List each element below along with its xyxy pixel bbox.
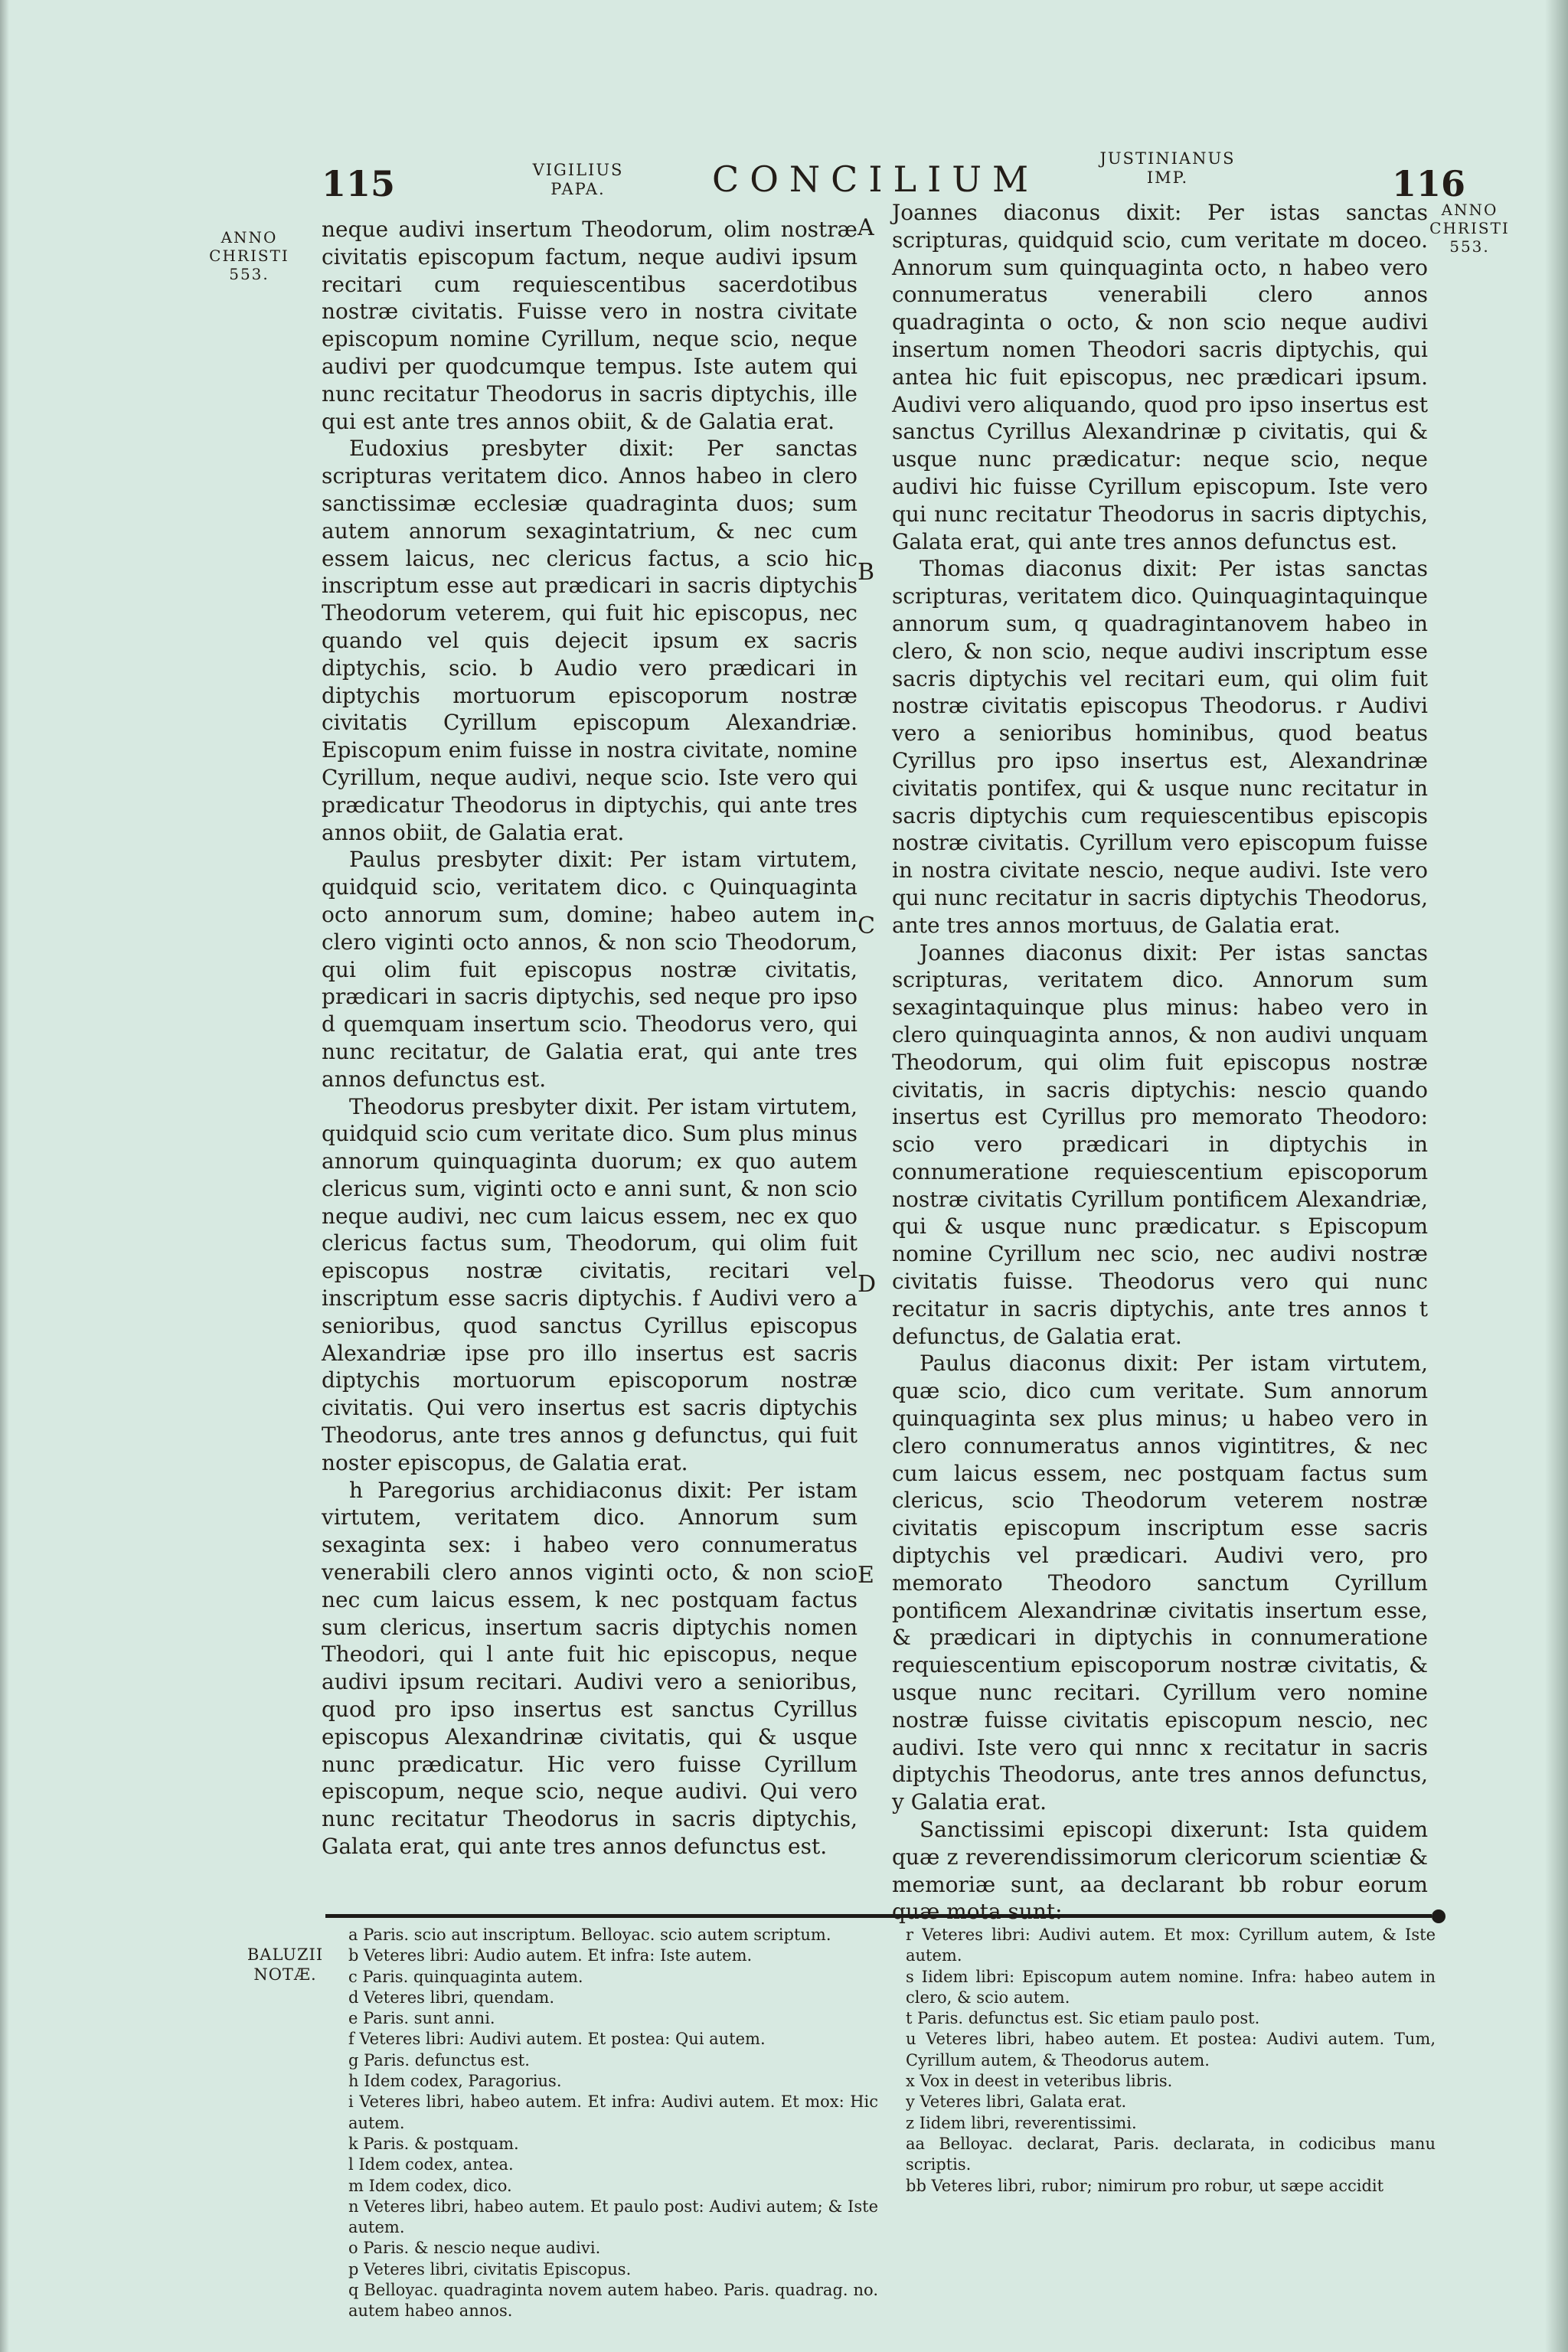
footnote: f Veteres libri: Audivi autem. Et postea: Qui autem. xyxy=(348,2030,766,2049)
footnotes xyxy=(348,1925,1436,2344)
footnote: i Veteres libri, habeo autem. Et infra: Audivi autem. Et mox: Hic autem. xyxy=(348,2092,878,2132)
footnote: a Paris. scio aut inscriptum. Belloyac. scio autem scriptum. xyxy=(348,1926,831,1944)
footnote: t Paris. defunctus est. Sic etiam paulo post. xyxy=(906,2009,1260,2028)
section-marker-a: A xyxy=(858,214,874,241)
year-margin-left-line1: ANNO xyxy=(220,228,278,247)
paragraph: Eudoxius presbyter dixit: Per sanctas scripturas veritatem dico. Annos habeo in clero sanctissimæ ecclesiæ quadraginta duos; sum autem annorum sexagintatrium, & nec cum essem laicus, nec clericus factus, a scio hic inscriptum esse aut prædicari in sacris diptychis Theodorum veterem, qui fuit hic episcopus, nec quando vel quis dejecit ipsum ex sacris diptychis, scio. b Audio vero prædicari in diptychis mortuorum episcoporum nostræ civitatis Cyrillum episcopum Alexandriæ. Episcopum enim fuisse in nostra civitate, nomine Cyrillum, neque audivi, neque scio. Iste vero qui prædicatur Theodorus in diptychis, qui ante tres annos obiit, de Galatia erat. xyxy=(322,436,858,845)
text-column-left xyxy=(322,216,858,1862)
paragraph: Paulus diaconus dixit: Per istam virtutem, quæ scio, dico cum veritate. Sum annorum quinquaginta sex plus minus; u habeo vero in clero connumeratus annos vigintitres, & nec cum laicus essem, nec postquam factus sum clericus, scio Theodorum veterem nostræ civitatis episcopum inscriptum esse sacris diptychis vel prædicari. Audivi vero, pro memorato Theodoro sanctum Cyrillum pontificem Alexandrinæ civitatis insertum esse, & prædicari in diptychis in connumeratione requiescentium episcoporum nostræ civitatis, & usque nunc recitari. Cyrillum vero nomine nostræ fuisse civitatis episcopum nescio, nec audivi. Iste vero qui nnnc x recitatur in sacris diptychis Theodorus, ante tres annos defunctus, y Galatia erat. xyxy=(892,1351,1428,1815)
footnote: q Belloyac. quadraginta novem autem habeo. Paris. quadrag. no. autem habeo annos. xyxy=(348,2281,878,2321)
footnote: y Veteres libri, Galata erat. xyxy=(906,2092,1127,2112)
section-marker-e: E xyxy=(858,1562,874,1589)
footnote: k Paris. & postquam. xyxy=(348,2134,519,2153)
paragraph: Joannes diaconus dixit: Per istas sanctas scripturas, veritatem dico. Annorum sum sexagintaquinque plus minus: habeo vero in clero quinquaginta annos, & non audivi unquam Theodorum, qui olim fuit episcopus nostræ civitatis, in sacris diptychis: nescio quando insertus est Cyrillus pro memorato Theodoro: scio vero prædicari in diptychis in connumeratione requiescentium episcoporum nostræ civitatis Cyrillum pontificem Alexandriæ, qui & usque nunc prædicatur. s Episcopum nomine Cyrillum nec scio, nec audivi nostræ civitatis fuisse. Theodorus vero qui nunc recitatur in sacris diptychis, ante tres annos t defunctus, de Galatia erat. xyxy=(892,939,1428,1349)
notes-label-line1: BALUZII xyxy=(247,1945,324,1964)
footnote: o Paris. & nescio neque audivi. xyxy=(348,2239,601,2258)
section-marker-c: C xyxy=(858,913,875,939)
page-number-right: 116 xyxy=(1392,163,1466,204)
page-number-left: 115 xyxy=(322,163,396,204)
page-title: CONCILIUM xyxy=(712,158,1040,200)
paragraph: neque audivi insertum Theodorum, olim nostræ civitatis episcopum factum, neque audivi ipsum recitari cum requiescentibus sacerdotibus nostræ civitatis. Fuisse vero in nostra civitate episcopum nomine Cyrillum, neque scio, neque audivi per quodcumque tempus. Iste autem qui nunc recitatur Theodorus in sacris diptychis, ille qui est ante tres annos obiit, & de Galatia erat. xyxy=(322,217,858,434)
footnote: n Veteres libri, habeo autem. Et paulo post: Audivi autem; & Iste autem. xyxy=(348,2197,878,2237)
footnote: bb Veteres libri, rubor; nimirum pro robur, ut sæpe accidit xyxy=(906,2176,1384,2195)
paragraph: Thomas diaconus dixit: Per istas sanctas scripturas, veritatem dico. Quinquagintaquinque annorum sum, q quadragintanovem habeo in clero, & non scio, neque audivi inscriptum esse sacris diptychis vel recitari eum, qui olim fuit nostræ civitatis episcopus Theodorus. r Audivi vero a senioribus hominibus, quod beatus Cyrillus pro ipso insertus est, Alexandrinæ civitatis pontifex, qui & usque nunc recitatur in sacris diptychis cum requiescentibus episcopis nostræ civitatis. Cyrillum vero episcopum fuisse in nostra civitate nescio, neque audivi. Iste vero qui nunc recitatur in sacris diptychis Theodorus, ante tres annos mortuus, de Galatia erat. xyxy=(892,556,1428,938)
header-subtitle-left-line2: PAPA. xyxy=(550,180,606,198)
text-column-right xyxy=(892,199,1428,1925)
footnote-rule xyxy=(325,1914,1432,1918)
year-margin-right-line2: CHRISTI xyxy=(1429,219,1510,237)
footnote: g Paris. defunctus est. xyxy=(348,2050,530,2069)
footnote: r Veteres libri: Audivi autem. Et mox: Cyrillum autem, & Iste autem. xyxy=(906,1926,1436,1965)
paragraph: Theodorus presbyter dixit. Per istam virtutem, quidquid scio cum veritate dico. Sum plus minus annorum quinquaginta duorum; ex quo autem clericus sum, viginti octo e anni sunt, & non scio neque audivi, nec cum laicus essem, nec ex quo clericus factus sum, Theodorum, qui olim fuit episcopus nostræ civitatis, recitari vel inscriptum esse sacris diptychis. f Audivi vero a senioribus, quod sanctus Cyrillus episcopus Alexandriæ ipse pro illo insertus est sacris diptychis mortuorum episcoporum nostræ civitatis. Qui vero insertus est sacris diptychis Theodorus, ante tres annos g defunctus, qui fuit noster episcopus, de Galatia erat. xyxy=(322,1093,858,1475)
header-subtitle-left xyxy=(517,161,639,199)
footnote: d Veteres libri, quendam. xyxy=(348,1988,555,2007)
footnote: p Veteres libri, civitatis Episcopus. xyxy=(348,2259,632,2278)
year-margin-right-line1: ANNO xyxy=(1441,201,1498,219)
footnote: aa Belloyac. declarat, Paris. declarata, in codicibus manu scriptis. xyxy=(906,2134,1436,2174)
year-margin-left-line2: CHRISTI xyxy=(209,247,289,265)
footnote: x Vox in deest in veteribus libris. xyxy=(906,2072,1173,2091)
paragraph: h Paregorius archidiaconus dixit: Per istam virtutem, veritatem dico. Annorum sum sexaginta sex: i habeo vero connumeratus venerabili clero annos viginti octo, & non scio nec cum laicus essem, k nec postquam factus sum clericus, insertum sacris diptychis nomen Theodori, qui l ante fuit hic episcopus, neque audivi ipsum recitari. Audivi vero a senioribus, quod pro ipso insertus est sanctus Cyrillus episcopus Alexandrinæ civitatis, qui & usque nunc prædicatur. Hic vero fuisse Cyrillum episcopum, neque scio, neque audivi. Qui vero nunc recitatur Theodorus in sacris diptychis, Galata erat, qui ante tres annos defunctus est. xyxy=(322,1477,858,1860)
header-subtitle-right-line2: IMP. xyxy=(1146,168,1189,187)
header-subtitle-right xyxy=(1091,149,1244,188)
year-margin-right xyxy=(1426,201,1514,256)
year-margin-left xyxy=(205,228,293,283)
paragraph: Paulus presbyter dixit: Per istam virtutem, quidquid scio, veritatem dico. c Quinquaginta octo annorum sum, domine; habeo autem in clero viginti octo annos, & non scio Theodorum, qui olim fuit episcopus nostræ civitatis, prædicari in sacris diptychis, sed neque pro ipso d quemquam insertum scio. Theodorus vero, qui nunc recitatur, de Galatia erat, qui ante tres annos defunctus est. xyxy=(322,847,858,1092)
year-margin-right-line3: 553. xyxy=(1449,237,1490,256)
page-fold-shadow xyxy=(0,0,9,2352)
section-marker-b: B xyxy=(858,559,875,586)
footnote: c Paris. quinquaginta autem. xyxy=(348,1967,583,1986)
paragraph: Joannes diaconus dixit: Per istas sanctas scripturas, quidquid scio, cum veritate m doceo. Annorum sum quinquaginta octo, n habeo vero connumeratus venerabili clero annos quadraginta o octo, & non scio neque audivi insertum nomen Theodori sacris diptychis, qui antea hic fuit episcopus, nec prædicari ipsum. Audivi vero aliquando, quod pro ipso insertus est sanctus Cyrillus Alexandrinæ p civitatis, qui & usque nunc prædicatur: neque scio, neque audivi hic fuisse Cyrillum episcopum. Iste vero qui nunc recitatur Theodorus in sacris diptychis, Galata erat, qui ante tres annos defunctus est. xyxy=(892,200,1428,554)
footnote: m Idem codex, dico. xyxy=(348,2176,512,2195)
footnote: u Veteres libri, habeo autem. Et postea: Audivi autem. Tum, Cyrillum autem, & Theodorus autem. xyxy=(906,2030,1436,2069)
footnote: h Idem codex, Paragorius. xyxy=(348,2072,562,2091)
header-subtitle-right-line1: JUSTINIANUS xyxy=(1099,149,1236,168)
section-marker-d: D xyxy=(858,1271,877,1298)
year-margin-left-line3: 553. xyxy=(229,265,270,283)
footnote: l Idem codex, antea. xyxy=(348,2155,514,2174)
footnote: z Iidem libri, reverentissimi. xyxy=(906,2113,1137,2132)
footnote: b Veteres libri: Audio autem. Et infra: Iste autem. xyxy=(348,1946,753,1965)
paragraph: Sanctissimi episcopi dixerunt: Ista quidem quæ z reverendissimorum clericorum scientiæ & memoriæ sunt, aa declarant bb robur eorum quæ mota sunt: xyxy=(892,1817,1428,1925)
notes-label xyxy=(245,1945,325,1984)
footnote: e Paris. sunt anni. xyxy=(348,2009,495,2028)
footnote: s Iidem libri: Episcopum autem nomine. Infra: habeo autem in clero, & scio autem. xyxy=(906,1967,1436,2007)
header-subtitle-left-line1: VIGILIUS xyxy=(532,161,624,179)
notes-label-line2: NOTÆ. xyxy=(253,1965,317,1984)
